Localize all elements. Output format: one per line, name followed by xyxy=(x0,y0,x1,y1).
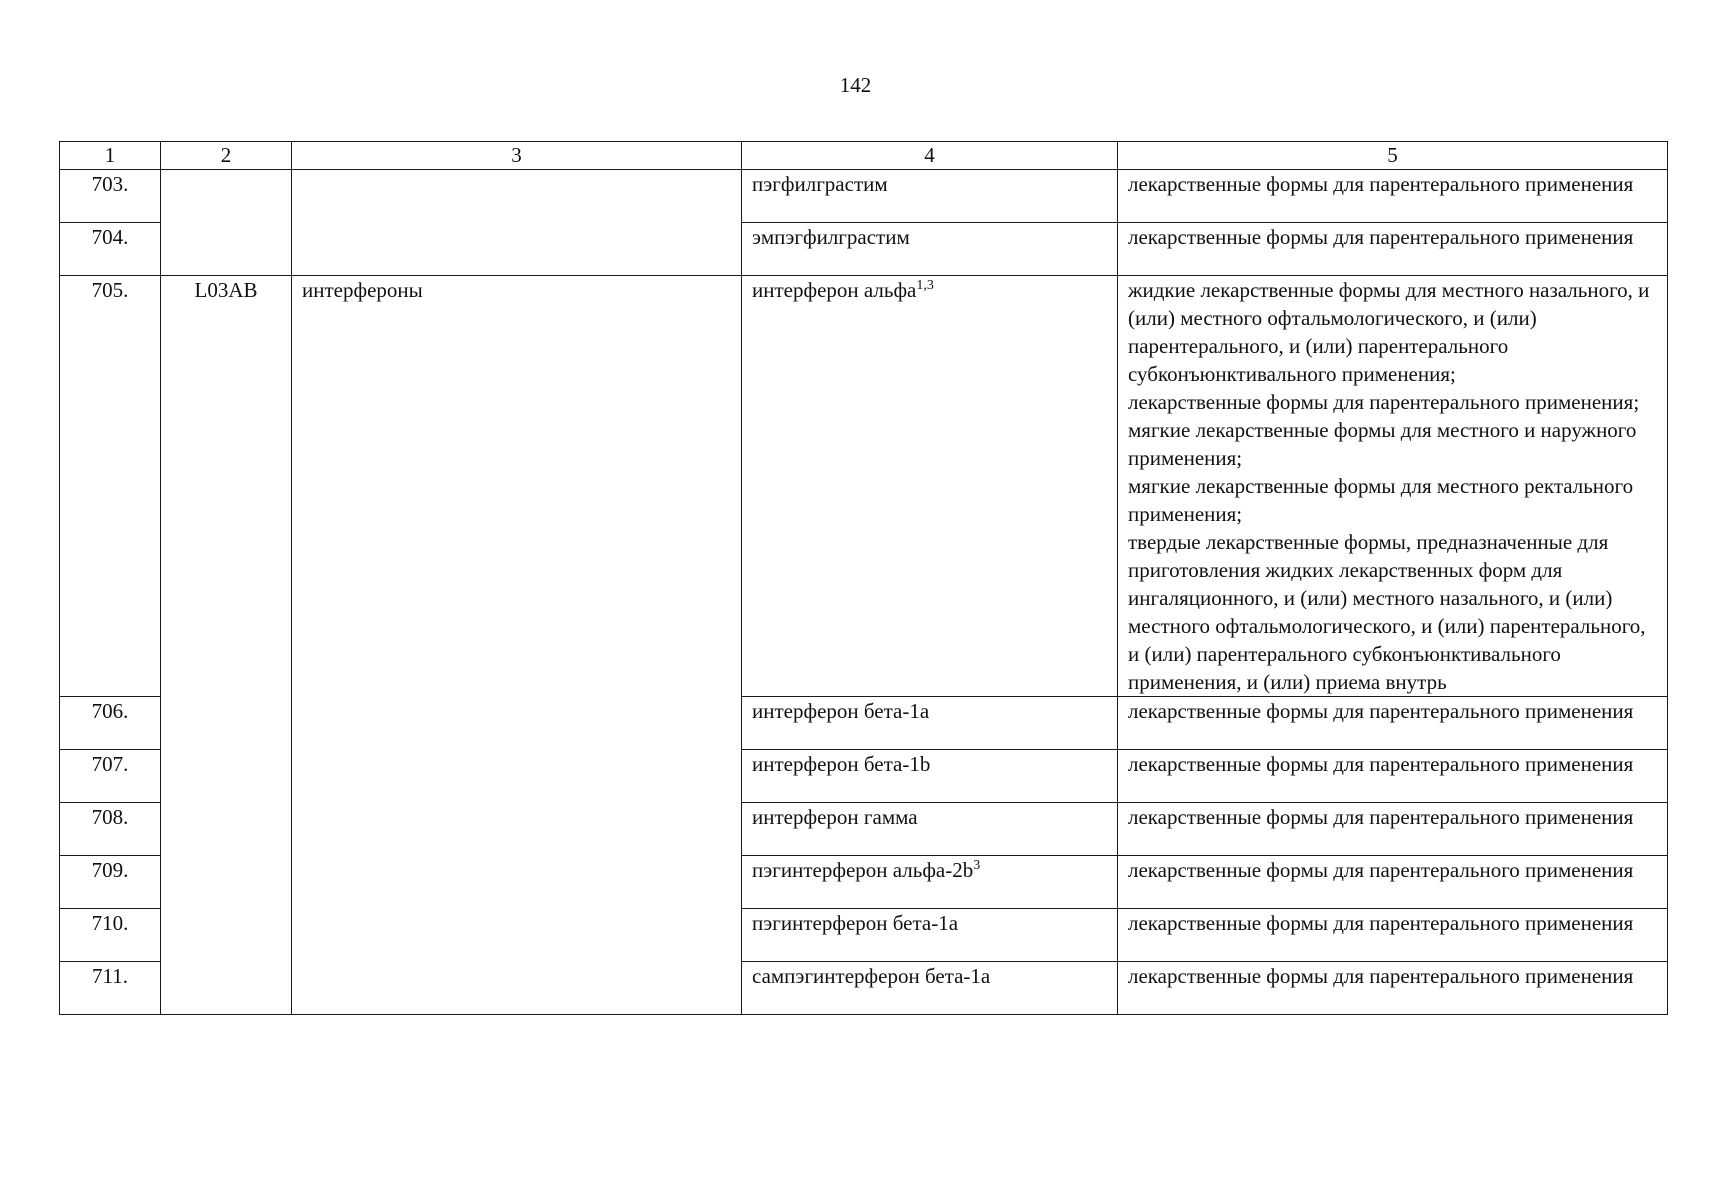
column-header-1: 1 xyxy=(60,142,161,170)
column-header-2: 2 xyxy=(161,142,292,170)
drug-name: пэгфилграстим xyxy=(742,170,1118,223)
drug-name: интерферон бета-1b xyxy=(742,750,1118,803)
dosage-form: лекарственные формы для парентерального применения xyxy=(1118,697,1668,750)
dosage-form: лекарственные формы для парентерального применения xyxy=(1118,803,1668,856)
row-number: 705. xyxy=(60,276,161,697)
atc-code: L03AB xyxy=(161,276,292,1015)
dosage-form: жидкие лекарственные формы для местного назального, и (или) местного офтальмологического, и (или) парентерального, и (или) парентерального субконъюнктивального применения; лекарственные формы для парентерального применения; мягкие лекарственные формы для местного и наружного применения; мягкие лекарственные формы для местного ректального применения; твердые лекарственные формы, предназначенные для приготовления жидких лекарственных форм для ингаляционного, и (или) местного назального, и (или) местного офтальмологического, и (или) парентерального, и (или) парентерального субконъюнктивального применения, и (или) приема внутрь xyxy=(1118,276,1668,697)
page-number: 142 xyxy=(839,73,872,97)
table-row xyxy=(60,170,1668,223)
drug-name: пэгинтерферон бета-1a xyxy=(742,909,1118,962)
drug-name: интерферон альфа$^{1,3}$ xyxy=(742,276,1118,697)
drug-name: пэгинтерферон альфа-$2b^3$ xyxy=(742,856,1118,909)
row-number: 707. xyxy=(60,750,161,803)
dosage-form: лекарственные формы для парентерального применения xyxy=(1118,962,1668,1015)
row-number: 709. xyxy=(60,856,161,909)
pharmacological-group: интерфероны xyxy=(292,276,742,1015)
drug-table xyxy=(59,141,1668,1015)
drug-name: интерферон бета-1a xyxy=(742,697,1118,750)
row-number: 704. xyxy=(60,223,161,276)
dosage-form: лекарственные формы для парентерального применения xyxy=(1118,856,1668,909)
drug-name: интерферон гамма xyxy=(742,803,1118,856)
column-header-3: 3 xyxy=(292,142,742,170)
dosage-form: лекарственные формы для парентерального применения xyxy=(1118,170,1668,223)
row-number: 711. xyxy=(60,962,161,1015)
drug-name: эмпэгфилграстим xyxy=(742,223,1118,276)
column-header-4: 4 xyxy=(742,142,1118,170)
column-header-5: 5 xyxy=(1118,142,1668,170)
row-number: 710. xyxy=(60,909,161,962)
dosage-form: лекарственные формы для парентерального применения xyxy=(1118,750,1668,803)
row-number: 703. xyxy=(60,170,161,223)
dosage-form: лекарственные формы для парентерального применения xyxy=(1118,223,1668,276)
drug-name: сампэгинтерферон бета-1a xyxy=(742,962,1118,1015)
group-cell xyxy=(292,170,742,276)
header-row xyxy=(60,142,1668,170)
dosage-form: лекарственные формы для парентерального применения xyxy=(1118,909,1668,962)
atc-code-cell xyxy=(161,170,292,276)
row-number: 708. xyxy=(60,803,161,856)
table-row xyxy=(60,276,1668,697)
row-number: 706. xyxy=(60,697,161,750)
